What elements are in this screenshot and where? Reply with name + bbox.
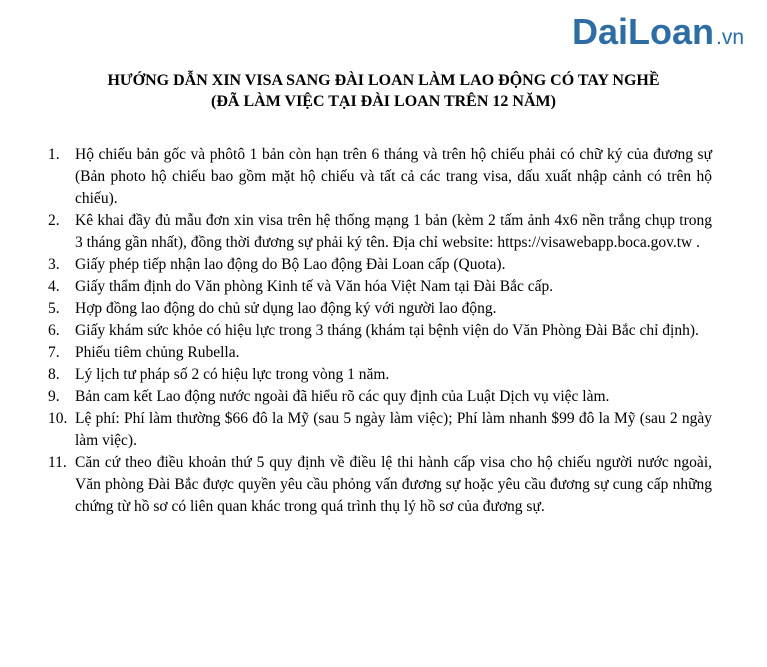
item-text: Hộ chiếu bản gốc và phôtô 1 bản còn hạn trên 6 tháng và trên hộ chiếu phải có chữ ký của đương sự (Bản photo hộ chiếu bao gồm mặt hộ chiếu và tất cả các trang visa, dấu xuất nhập cảnh có trên hộ chiếu). [75, 146, 712, 207]
document-title: HƯỚNG DẪN XIN VISA SANG ĐÀI LOAN LÀM LAO ĐỘNG CÓ TAY NGHỀ [107, 72, 660, 89]
site-logo [572, 12, 744, 58]
document-subtitle: (ĐÃ LÀM VIỆC TẠI ĐÀI LOAN TRÊN 12 NĂM) [211, 93, 556, 110]
item-number: 10. [48, 410, 68, 427]
item-number: 5. [48, 300, 60, 317]
item-text: Hợp đồng lao động do chủ sử dụng lao động ký với người lao động. [75, 300, 497, 317]
item-number: 11. [48, 454, 67, 471]
item-text: Giấy thẩm định do Văn phòng Kinh tế và Văn hóa Việt Nam tại Đài Bắc cấp. [75, 278, 554, 295]
item-text: Giấy khám sức khỏe có hiệu lực trong 3 tháng (khám tại bệnh viện do Văn Phòng Đài Bắc chỉ định). [75, 322, 699, 339]
item-text: Căn cứ theo điều khoản thứ 5 quy định về điều lệ thi hành cấp visa cho hộ chiếu người nước ngoài, Văn phòng Đài Bắc được quyền yêu cầu phỏng vấn đương sự hoặc yêu cầu đương sự cung cấp những chứng từ hồ sơ có liên quan khác trong quá trình thụ lý hồ sơ của đương sự. [75, 454, 712, 515]
item-number: 7. [48, 344, 60, 361]
logo-suffix: .vn [716, 26, 745, 49]
item-number: 3. [48, 256, 60, 273]
list-item [48, 276, 712, 298]
item-text: Bản cam kết Lao động nước ngoài đã hiểu rõ các quy định của Luật Dịch vụ việc làm. [75, 388, 610, 405]
item-number: 1. [48, 146, 60, 163]
list-item [48, 386, 712, 408]
requirements-list [48, 144, 712, 518]
list-item [48, 452, 712, 518]
list-item [48, 364, 712, 386]
item-number: 4. [48, 278, 60, 295]
list-item [48, 298, 712, 320]
item-number: 6. [48, 322, 60, 339]
list-item [48, 408, 712, 452]
item-number: 2. [48, 212, 60, 229]
list-item [48, 320, 712, 342]
list-item [48, 342, 712, 364]
item-number: 9. [48, 388, 60, 405]
item-text: Lý lịch tư pháp số 2 có hiệu lực trong vòng 1 năm. [75, 366, 390, 383]
item-text: Lệ phí: Phí làm thường $66 đô la Mỹ (sau 5 ngày làm việc); Phí làm nhanh $99 đô la Mỹ (sau 2 ngày làm việc). [75, 410, 712, 449]
logo-brand: DaiLoan [572, 11, 715, 52]
item-text: Kê khai đầy đủ mẫu đơn xin visa trên hệ thống mạng 1 bản (kèm 2 tấm ảnh 4x6 nền trắng chụp trong 3 tháng gần nhất), đồng thời đương sự phải ký tên. Địa chỉ website: https://visawebapp.boca.gov.tw . [75, 212, 712, 251]
item-text: Phiếu tiêm chủng Rubella. [75, 344, 240, 361]
item-number: 8. [48, 366, 60, 383]
list-item [48, 254, 712, 276]
item-text: Giấy phép tiếp nhận lao động do Bộ Lao động Đài Loan cấp (Quota). [75, 256, 506, 273]
list-item [48, 210, 712, 254]
list-item [48, 144, 712, 210]
